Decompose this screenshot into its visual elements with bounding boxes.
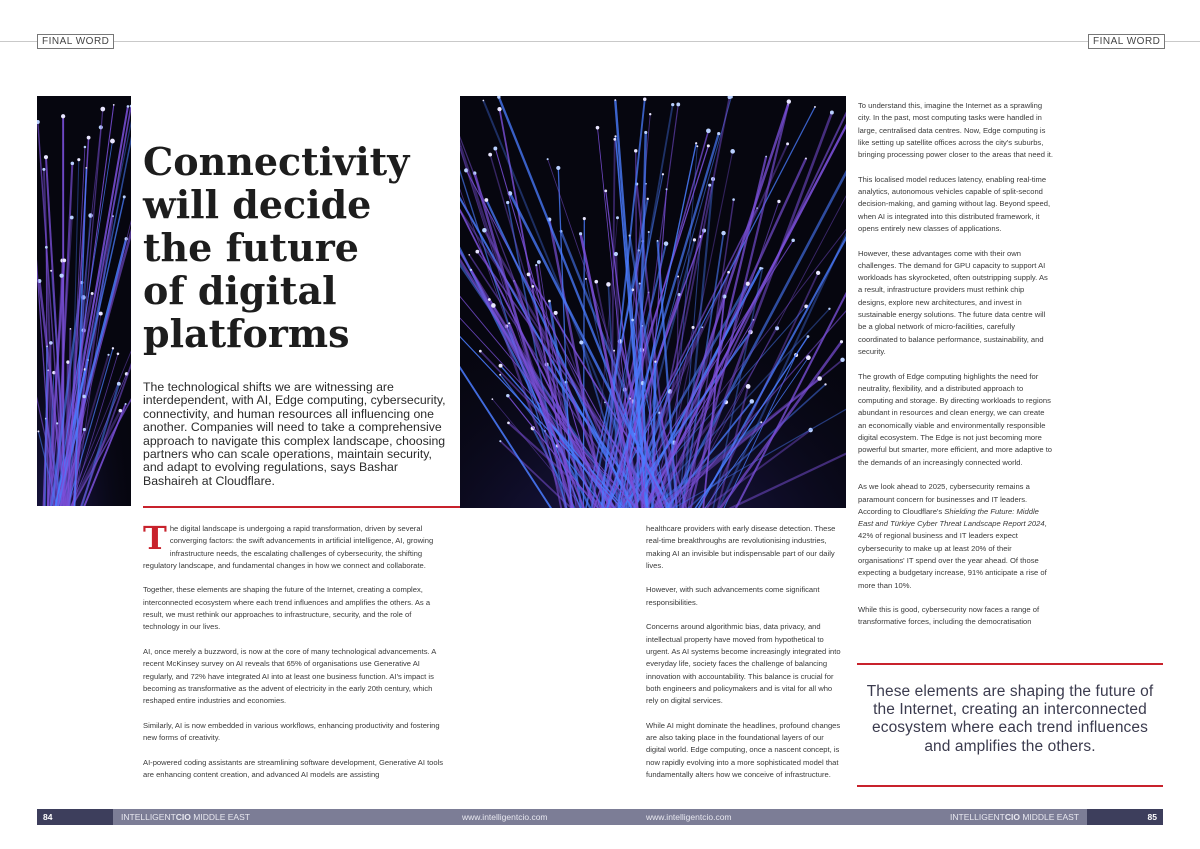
fiber-tip <box>614 252 618 256</box>
fiber-tip <box>506 394 509 397</box>
body-paragraph: healthcare providers with early disease detection. These real-time breakthroughs are revolutionising industries, making AI an invisible but indispensable part of our daily lives. <box>646 524 836 570</box>
fiber-tip <box>507 421 510 424</box>
top-rule-left <box>0 41 38 42</box>
fiber-tip <box>817 376 822 381</box>
fiber-tip <box>84 146 87 149</box>
top-rule-right <box>1163 41 1200 42</box>
headline-line: Connectivity <box>143 139 410 184</box>
fiber-tip <box>840 340 843 343</box>
fiber-tip <box>787 99 791 103</box>
fiber-tip <box>693 238 696 241</box>
fiber-tip <box>662 173 664 175</box>
fiber-optic-image-left <box>37 96 131 506</box>
paragraph-text: As we look ahead to 2025, cybersecurity remains a paramount concern for businesses and IT leaders. According to Cloudflare's <box>858 482 1030 516</box>
body-column-2 <box>646 523 844 794</box>
fiber-tip <box>112 347 114 349</box>
drop-cap: T <box>143 519 167 557</box>
fiber-tip <box>649 113 651 115</box>
fiber-tip <box>657 240 659 242</box>
brand-suffix: MIDDLE EAST <box>190 812 250 822</box>
fiber-tip <box>470 269 472 271</box>
fiber-tip <box>616 216 619 219</box>
fiber-tip <box>99 312 103 316</box>
brand-prefix: INTELLIGENT <box>950 812 1005 822</box>
fiber-tip <box>107 354 109 356</box>
fiber-tip <box>671 103 674 106</box>
fiber-tip <box>596 126 600 130</box>
body-paragraph: This localised model reduces latency, enabling real-time analytics, autonomous vehicles capable of split-second decision-making, and gaming without lag. Beyond speed, when AI is integrated into this distributed framework, it opens entirely new classes of applications. <box>858 174 1051 233</box>
fiber-tip <box>91 292 94 295</box>
fiber-tip <box>70 328 72 330</box>
fiber-tip <box>37 120 40 124</box>
fiber-tip <box>807 335 810 338</box>
fiber-tip <box>634 149 637 152</box>
fiber-tip <box>579 340 583 344</box>
body-paragraph: While this is good, cybersecurity now faces a range of transformative forces, including the democratisation <box>858 605 1040 627</box>
fiber-tip <box>791 239 794 242</box>
footer-brand-right <box>950 809 1079 825</box>
fiber-tip <box>127 105 130 108</box>
fiber-tip <box>50 270 52 272</box>
fiber-tip <box>488 153 492 157</box>
pull-quote-rule-bottom <box>857 785 1163 787</box>
fiber-tip <box>110 139 115 144</box>
brand-suffix: MIDDLE EAST <box>1019 812 1079 822</box>
section-tag-right: FINAL WORD <box>1088 34 1165 49</box>
fiber-tip <box>42 168 45 171</box>
fiber-tip <box>62 259 66 263</box>
standfirst: The technological shifts we are witnessing are interdependent, with AI, Edge computing, cybersecurity, connectivity, and human resources all influencing one another. Companies will need to take a comprehensive approach to navigate this complex landscape, choosing partners who can scale operations, maintain security, and adapt to evolving regulations, says Bashar Bashaireh at Cloudflare. <box>143 380 446 488</box>
body-paragraph: While AI might dominate the headlines, profound changes are also taking place in the foundational layers of our digital world. Edge computing, once a nascent concept, is now rapidly evolving into a more sophisticated model that fundamentally alters how we conceive of infrastructure. <box>646 720 841 779</box>
fiber-tip <box>44 155 48 159</box>
fiber-tip <box>613 350 615 352</box>
fiber-tip <box>830 111 834 115</box>
fiber-tip <box>824 383 826 385</box>
body-paragraph: To understand this, imagine the Internet as a sprawling city. In the past, most computing tasks were handled in large, centralised data centres. Now, Edge computing is like setting up satellite offices across the city's suburbs, bringing processing power closer to the areas that need it. <box>858 101 1054 160</box>
fiber-tip <box>654 360 656 362</box>
fiber-tip <box>508 322 510 324</box>
fiber-tip <box>814 106 816 108</box>
body-column-1 <box>143 519 450 794</box>
fiber-tip <box>727 271 730 274</box>
fiber-tip <box>648 231 650 233</box>
fiber-tip <box>762 267 764 269</box>
fiber-tip <box>692 326 695 329</box>
fiber-tip <box>499 374 501 376</box>
fiber-tip <box>614 99 616 101</box>
footer-brand-left <box>121 809 250 825</box>
fiber-tip <box>77 158 80 161</box>
fiber-tip <box>631 319 634 322</box>
section-tag-left: FINAL WORD <box>37 34 114 49</box>
fiber-tip <box>556 166 560 170</box>
fiber-tip <box>666 188 668 190</box>
headline-line: will decide <box>143 182 372 227</box>
fiber-tip <box>717 132 720 135</box>
fiber-tip <box>701 326 703 328</box>
fiber-tip <box>49 341 53 345</box>
fiber-tip <box>708 184 711 187</box>
fiber-tip <box>535 264 537 266</box>
fiber-tip <box>604 189 607 192</box>
body-paragraph <box>143 519 450 572</box>
page-number-left: 84 <box>37 809 113 825</box>
body-paragraph: AI-powered coding assistants are streamlining software development, Generative AI tools are enhancing content creation, and advanced AI models are assisting <box>143 757 444 779</box>
paragraph-text: , 42% of regional business and IT leaders expect cybersecurity to make up at least 20% of their organisations' IT spend over the year ahead. Of those expecting a budgetary increase, 91% anticipate a rise of more than 10%. <box>858 519 1047 590</box>
fiber-tip <box>746 384 751 389</box>
brand-bold: CIO <box>175 812 191 822</box>
pull-quote-rule-top <box>857 663 1163 665</box>
fiber-tip <box>531 285 534 288</box>
fiber-tip <box>497 107 501 111</box>
fiber-tip <box>613 138 616 141</box>
fiber-tip <box>117 353 120 356</box>
fiber-tip <box>56 422 58 424</box>
fiber-tip <box>828 308 830 310</box>
fiber-tip <box>805 158 807 160</box>
footer-band-left <box>113 809 600 825</box>
fiber-tip <box>721 231 725 235</box>
page-number-right: 85 <box>1087 809 1163 825</box>
fiber-tip <box>87 136 91 140</box>
headline-line: of digital <box>143 268 337 313</box>
fiber-tip <box>579 232 582 235</box>
fiber-tip <box>475 250 479 254</box>
fiber-tip <box>750 399 755 404</box>
fiber-tip <box>468 254 470 256</box>
body-paragraph: Together, these elements are shaping the future of the Internet, creating a complex, interconnected ecosystem where each trend influences and amplifies the others. As a result, we must rethink our approaches to infrastructure, security, and the role of technology in our lives. <box>143 585 431 632</box>
fiber-tip <box>100 107 105 112</box>
body-column-3 <box>858 100 1054 641</box>
body-paragraph: Concerns around algorithmic bias, data privacy, and intellectual property have moved from hypothetical to urgent. As AI systems become increasingly integrated into everyday life, society faces the challenge of balancing innovation with accountability. This balance is crucial for both engineers and policymakers and is vital for all who rely on digital services. <box>646 622 841 706</box>
fiber-tip <box>117 382 121 386</box>
fiber-tip <box>765 156 767 158</box>
fiber-tip <box>730 149 735 154</box>
fiber-tip <box>639 283 641 285</box>
footer-url-left[interactable]: www.intelligentcio.com <box>462 812 548 822</box>
fiber-tip <box>70 216 74 220</box>
fiber-tip <box>840 358 844 362</box>
fiber-tip <box>527 273 531 277</box>
fiber-tip <box>71 162 75 166</box>
fiber-optic-photo-main <box>460 96 846 508</box>
fiber-tip <box>61 114 65 118</box>
fiber-tip <box>548 300 551 303</box>
pull-quote: These elements are shaping the future of the Internet, creating an interconnected ecosystem where each trend influences and amplifies the others. <box>866 683 1154 755</box>
fiber-tip <box>499 440 501 442</box>
fiber-tip <box>484 198 488 202</box>
body-paragraph: AI, once merely a buzzword, is now at the core of many technological advancements. A recent McKinsey survey on AI reveals that 65% of organisations use Generative AI regularly, and 72% have integrated AI into at least one business function. AI's impact is becoming as transformative as the advent of electricity in the early 20th century, which reshaped entire industries and economies. <box>143 646 436 706</box>
fiber-tip <box>59 274 63 278</box>
body-paragraph <box>858 481 1054 592</box>
fiber-tip <box>491 303 496 308</box>
fiber-tip <box>647 198 649 200</box>
headline-line: platforms <box>143 311 350 356</box>
fiber-tip <box>756 207 758 209</box>
fiber-tip <box>585 278 587 280</box>
report-title: Shielding the Future: Middle East and Türkiye Cyber Threat Landscape Report 2024 <box>858 506 1045 529</box>
article-headline <box>143 140 443 355</box>
fiber-tip <box>123 195 126 198</box>
body-paragraph: However, these advantages come with their own challenges. The demand for GPU capacity to support AI workloads has skyrocketed, often outstripping supply. As a result, infrastructure providers must rethink chip designs, explore new architectures, and invest in sustainable energy solutions. The future data centre will be a global network of micro-facilities, carefully coordinated to balance performance, sustainability, and security. <box>858 248 1048 356</box>
fiber-tip <box>488 298 491 301</box>
paragraph-text: he digital landscape is undergoing a rapid transformation, driven by several converging factors: the swift advancements in artificial intelligence, AI, growing infrastructure needs, the escalating challenges of cybersecurity, the shifting regulatory landscape, and fundamental changes in how we connect and collaborate. <box>143 524 434 570</box>
fiber-tip <box>583 217 586 220</box>
fiber-tip <box>46 345 48 347</box>
fiber-tip <box>664 241 669 246</box>
fiber-tip <box>629 234 631 236</box>
fiber-optic-photo-left <box>37 96 131 506</box>
fiber-tip <box>82 395 86 399</box>
fiber-tip <box>491 398 493 400</box>
fiber-tip <box>614 135 616 137</box>
fiber-tip <box>125 403 127 405</box>
fiber-tip <box>554 311 558 315</box>
standfirst-divider <box>143 506 460 508</box>
fiber-tip <box>676 103 680 107</box>
footer-band-right <box>600 809 1087 825</box>
body-paragraph: Similarly, AI is now embedded in various workflows, enhancing productivity and fostering new forms of creativity. <box>143 720 440 743</box>
fiber-tip <box>493 147 497 151</box>
fiber-tip <box>816 271 820 275</box>
fiber-tip <box>45 246 48 249</box>
fiber-tip <box>85 167 87 169</box>
fiber-tip <box>643 98 646 101</box>
fiber-tip <box>113 104 115 106</box>
fiber-tip <box>537 260 541 264</box>
fiber-tip <box>130 105 131 108</box>
fiber-tip <box>695 142 697 144</box>
body-paragraph: The growth of Edge computing highlights the need for neutrality, flexibility, and a distributed approach to computing and storage. By directing workloads to regions abundant in resources and clean energy, we can create an economically viable and environmentally responsible digital ecosystem. The Edge is not just becoming more powerful but smarter, more efficient, and more adaptive to the demands of an increasingly connected world. <box>858 371 1053 467</box>
fiber-tip <box>594 280 598 284</box>
fiber-tip <box>644 131 647 134</box>
body-paragraph: However, with such advancements come significant responsibilities. <box>646 585 820 607</box>
fiber-tip <box>482 228 487 233</box>
fiber-tip <box>707 144 710 147</box>
brand-bold: CIO <box>1004 812 1020 822</box>
fiber-tip <box>37 430 39 432</box>
headline-line: the future <box>143 225 359 270</box>
footer-url-right[interactable]: www.intelligentcio.com <box>646 812 732 822</box>
fiber-tip <box>706 128 711 133</box>
fiber-tip <box>479 350 482 353</box>
fiber-tip <box>696 145 698 147</box>
fiber-tip <box>732 198 735 201</box>
fiber-tip <box>786 142 789 145</box>
fiber-tip <box>506 201 509 204</box>
top-rule-middle <box>110 41 1090 42</box>
fiber-tip <box>499 364 503 368</box>
fiber-tip <box>88 213 93 218</box>
brand-prefix: INTELLIGENT <box>121 812 176 822</box>
fiber-tip <box>483 100 485 102</box>
fiber-tip <box>777 200 780 203</box>
fiber-tip <box>119 409 123 413</box>
fiber-tip <box>547 158 549 160</box>
fiber-tip <box>606 282 610 286</box>
fiber-optic-image-main <box>460 96 846 508</box>
